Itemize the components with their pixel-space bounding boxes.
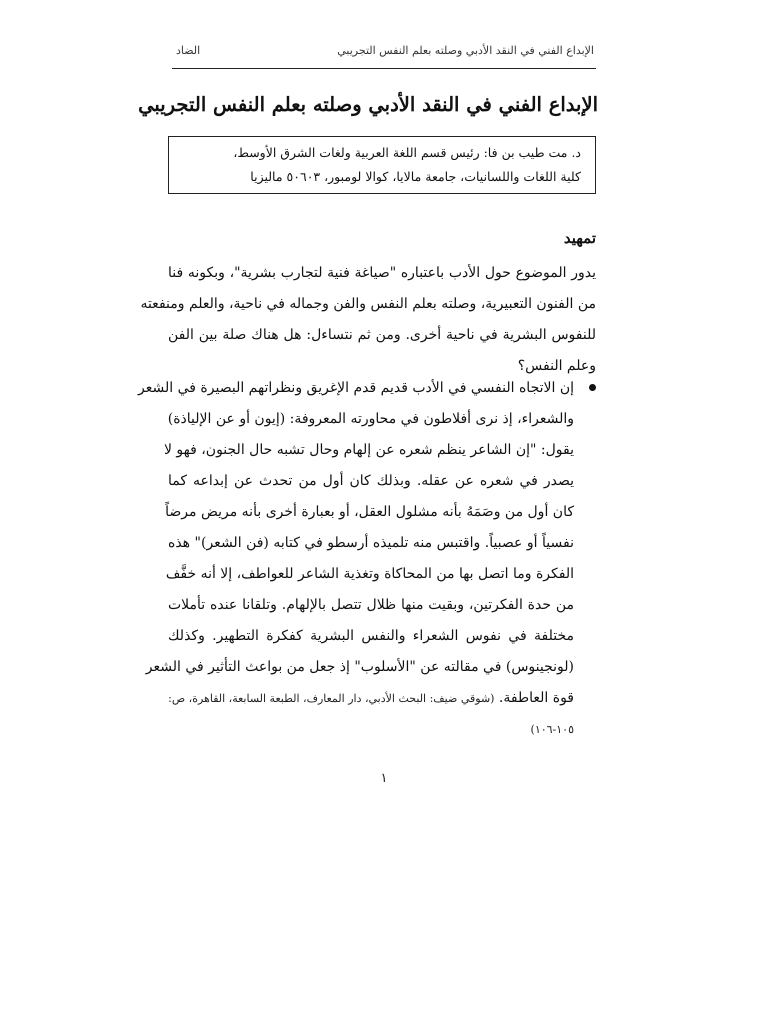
bullet-line: يصدر في شعره عن عقله. وبذلك كان أول من تحدث عن إبداعه كما	[168, 473, 574, 489]
bullet-last-line	[168, 683, 574, 714]
bullet-line: يقول: "إن الشاعر ينظم شعره عن إلهام وحال تشبه حال الجنون، فهو لا	[164, 442, 574, 458]
bullet-line: إن الاتجاه النفسي في الأدب قديم قدم الإغريق ونظراتهم البصيرة في الشعر	[138, 380, 574, 396]
section-heading: تمهيد	[563, 229, 596, 247]
bullet-line: والشعراء، إذ نرى أفلاطون في محاورته المعروفة: (إيون أو عن الإلياذة)	[167, 411, 574, 427]
bullet-item	[138, 373, 596, 745]
bullet-line: مختلفة في نفوس الشعراء والنفس البشرية كفكرة التطهير. وكذلك	[168, 628, 574, 644]
bullet-line: من حدة الفكرتين، وبقيت منها ظلال تتصل بالإلهام. وتلقانا عنده تأملات	[168, 597, 574, 613]
author-box	[168, 136, 596, 194]
intro-paragraph	[140, 258, 596, 382]
bullet-line: الفكرة وما اتصل بها من المحاكاة وتغذية الشاعر للعواطف، إلا أنه خفَّف	[165, 566, 574, 582]
intro-line: يدور الموضوع حول الأدب باعتباره "صياغة فنية لتجارب بشرية"، وبكونه فنا	[168, 265, 596, 281]
bullet-last-text: قوة العاطفة.	[498, 690, 574, 706]
bullet-line: كان أول من وصَمَهُ بأنه مشلول العقل، أو بعبارة أخرى بأنه مريض مرضاً	[165, 504, 574, 520]
article-title: الإبداع الفني في النقد الأدبي وصلته بعلم النفس التجريبي	[138, 93, 598, 116]
bullet-line: (لونجينوس) في مقالته عن "الأسلوب" إذ جعل من بواعث التأثير في الشعر	[145, 659, 574, 675]
citation-pages: ١٠٥-١٠٦)	[530, 723, 574, 736]
bullet-icon	[589, 384, 596, 391]
header-rule	[172, 68, 596, 69]
bullet-paragraph	[138, 373, 574, 745]
citation-reference: (شوقي ضيف: البحث الأدبي، دار المعارف، الطبعة السابعة، القاهرة، ص:	[168, 692, 495, 705]
page-number: ١	[380, 771, 388, 786]
intro-line: للنفوس البشرية في ناحية أخرى. ومن ثم نتساءل: هل هناك صلة بين الفن	[168, 327, 596, 343]
running-header-journal: الضاد	[176, 44, 201, 57]
citation-reference-end	[168, 714, 574, 745]
author-line-1: د. مت طيب بن فا: رئيس قسم اللغة العربية ولغات الشرق الأوسط،	[233, 145, 581, 160]
running-header-title: الإبداع الفني في النقد الأدبي وصلته بعلم النفس التجريبي	[337, 44, 594, 57]
bullet-line: نفسياً أو عصبياً. واقتبس منه تلميذه أرسطو في كتابه (فن الشعر)" هذه	[168, 535, 574, 551]
author-line-2: كلية اللغات واللسانيات، جامعة مالايا، كوالا لومبور، ٥٠٦٠٣ ماليزيا	[250, 169, 581, 184]
intro-line: من الفنون التعبيرية، وصلته بعلم النفس والفن وجماله في ناحية، والعلم ومنفعته	[140, 296, 596, 312]
intro-line: وعلم النفس؟	[517, 358, 596, 374]
running-header	[176, 44, 594, 57]
